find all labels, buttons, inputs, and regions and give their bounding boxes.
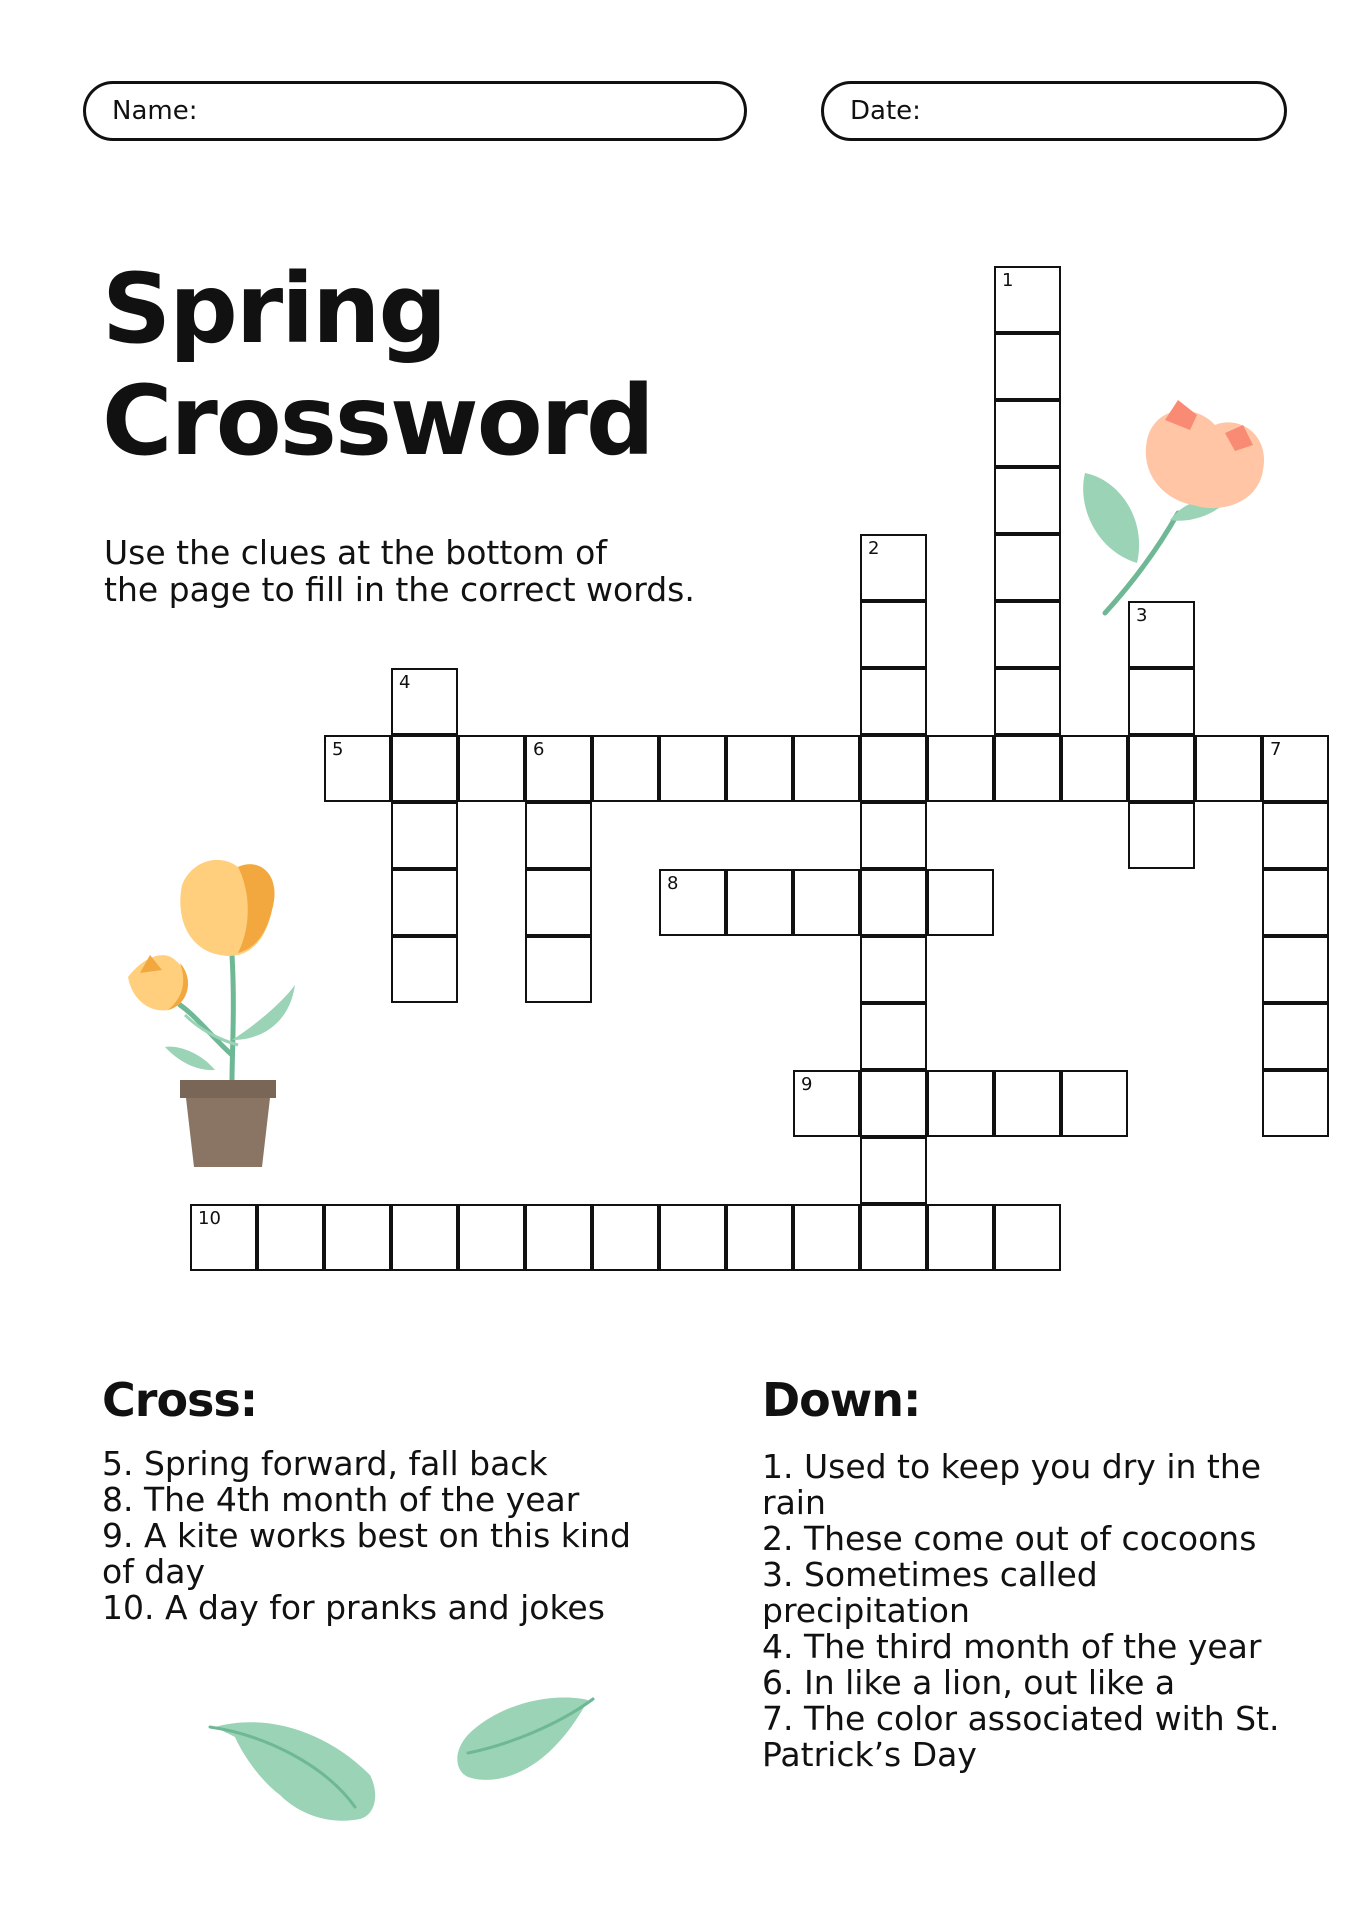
- crossword-cell[interactable]: [793, 869, 860, 936]
- crossword-cell[interactable]: [1128, 668, 1195, 735]
- clue-down-7: 7. The color associated with St. Patrick’s Day: [762, 1699, 1280, 1774]
- crossword-cell[interactable]: [592, 1204, 659, 1271]
- clue-down-2: 2. These come out of cocoons: [762, 1519, 1257, 1558]
- crossword-cell[interactable]: [994, 266, 1061, 333]
- crossword-cell[interactable]: [927, 1204, 994, 1271]
- crossword-cell[interactable]: [927, 869, 994, 936]
- crossword-cell[interactable]: [726, 869, 793, 936]
- crossword-cell[interactable]: [994, 668, 1061, 735]
- crossword-cell[interactable]: [458, 1204, 525, 1271]
- crossword-cell[interactable]: [994, 735, 1061, 802]
- crossword-cell[interactable]: [391, 802, 458, 869]
- crossword-cell[interactable]: [659, 869, 726, 936]
- clue-down-6: 6. In like a lion, out like a: [762, 1663, 1176, 1702]
- crossword-cell[interactable]: [525, 802, 592, 869]
- instructions: [104, 534, 724, 608]
- crossword-cell[interactable]: [257, 1204, 324, 1271]
- clue-across-9: 9. A kite works best on this kind of day: [102, 1516, 631, 1591]
- clue-number: 2: [868, 538, 880, 559]
- across-heading: Cross:: [102, 1373, 258, 1427]
- crossword-cell[interactable]: [391, 668, 458, 735]
- crossword-cell[interactable]: [860, 534, 927, 601]
- title-line-2: Crossword: [102, 365, 653, 477]
- crossword-cell[interactable]: [860, 802, 927, 869]
- crossword-cell[interactable]: [391, 869, 458, 936]
- crossword-cell[interactable]: [659, 1204, 726, 1271]
- crossword-cell[interactable]: [324, 1204, 391, 1271]
- down-clue-list: [762, 1449, 1282, 1773]
- clue-number: 6: [533, 739, 545, 760]
- crossword-cell[interactable]: [190, 1204, 257, 1271]
- crossword-cell[interactable]: [1262, 1070, 1329, 1137]
- crossword-cell[interactable]: [592, 735, 659, 802]
- leaf-icon: [205, 1715, 385, 1830]
- crossword-cell[interactable]: [525, 936, 592, 1003]
- crossword-cell[interactable]: [1262, 802, 1329, 869]
- clue-number: 4: [399, 672, 411, 693]
- crossword-cell[interactable]: [1195, 735, 1262, 802]
- crossword-cell[interactable]: [860, 1070, 927, 1137]
- flower-icon: [1075, 395, 1275, 620]
- crossword-cell[interactable]: [525, 1204, 592, 1271]
- clue-number: 3: [1136, 605, 1148, 626]
- crossword-cell[interactable]: [324, 735, 391, 802]
- date-label: Date:: [850, 96, 921, 126]
- instructions-line-1: Use the clues at the bottom of: [104, 533, 607, 572]
- name-input[interactable]: [207, 90, 744, 132]
- crossword-cell[interactable]: [1262, 735, 1329, 802]
- crossword-cell[interactable]: [391, 936, 458, 1003]
- crossword-cell[interactable]: [726, 735, 793, 802]
- crossword-cell[interactable]: [994, 601, 1061, 668]
- crossword-cell[interactable]: [726, 1204, 793, 1271]
- crossword-cell[interactable]: [860, 668, 927, 735]
- crossword-cell[interactable]: [1128, 735, 1195, 802]
- crossword-cell[interactable]: [994, 1204, 1061, 1271]
- clue-number: 7: [1270, 739, 1282, 760]
- clue-down-3: 3. Sometimes called precipitation: [762, 1555, 1098, 1630]
- crossword-cell[interactable]: [860, 936, 927, 1003]
- crossword-cell[interactable]: [860, 1003, 927, 1070]
- clue-across-10: 10. A day for pranks and jokes: [102, 1588, 605, 1627]
- crossword-cell[interactable]: [391, 735, 458, 802]
- crossword-cell[interactable]: [994, 467, 1061, 534]
- leaf-icon: [448, 1695, 598, 1785]
- crossword-cell[interactable]: [860, 601, 927, 668]
- crossword-cell[interactable]: [927, 1070, 994, 1137]
- clue-number: 9: [801, 1074, 813, 1095]
- crossword-cell[interactable]: [994, 400, 1061, 467]
- potted-tulip-icon: [120, 855, 305, 1170]
- title-line-1: Spring: [102, 253, 446, 365]
- crossword-cell[interactable]: [994, 534, 1061, 601]
- crossword-cell[interactable]: [793, 1070, 860, 1137]
- crossword-cell[interactable]: [860, 1204, 927, 1271]
- date-field[interactable]: [821, 81, 1287, 141]
- date-input[interactable]: [931, 90, 1284, 132]
- crossword-cell[interactable]: [391, 1204, 458, 1271]
- clue-number: 1: [1002, 270, 1014, 291]
- crossword-cell[interactable]: [860, 1137, 927, 1204]
- crossword-cell[interactable]: [659, 735, 726, 802]
- instructions-line-2: the page to fill in the correct words.: [104, 570, 695, 609]
- page-title: [102, 253, 742, 477]
- crossword-cell[interactable]: [1262, 936, 1329, 1003]
- crossword-cell[interactable]: [994, 333, 1061, 400]
- crossword-cell[interactable]: [1061, 735, 1128, 802]
- crossword-cell[interactable]: [1262, 869, 1329, 936]
- clue-across-8: 8. The 4th month of the year: [102, 1480, 580, 1519]
- clue-number: 8: [667, 873, 679, 894]
- crossword-cell[interactable]: [1128, 802, 1195, 869]
- crossword-cell[interactable]: [793, 735, 860, 802]
- down-heading: Down:: [762, 1373, 921, 1427]
- clue-down-1: 1. Used to keep you dry in the rain: [762, 1447, 1262, 1522]
- clue-number: 10: [198, 1208, 221, 1229]
- crossword-cell[interactable]: [860, 735, 927, 802]
- clue-number: 5: [332, 739, 344, 760]
- crossword-cell[interactable]: [525, 869, 592, 936]
- crossword-cell[interactable]: [458, 735, 525, 802]
- crossword-cell[interactable]: [793, 1204, 860, 1271]
- across-clue-list: [102, 1446, 662, 1626]
- clue-across-5: 5. Spring forward, fall back: [102, 1444, 548, 1483]
- name-label: Name:: [112, 96, 198, 126]
- crossword-cell[interactable]: [860, 869, 927, 936]
- crossword-cell[interactable]: [1262, 1003, 1329, 1070]
- crossword-cell[interactable]: [994, 1070, 1061, 1137]
- name-field[interactable]: [83, 81, 747, 141]
- clue-down-4: 4. The third month of the year: [762, 1627, 1262, 1666]
- crossword-cell[interactable]: [927, 735, 994, 802]
- crossword-cell[interactable]: [1061, 1070, 1128, 1137]
- crossword-cell[interactable]: [525, 735, 592, 802]
